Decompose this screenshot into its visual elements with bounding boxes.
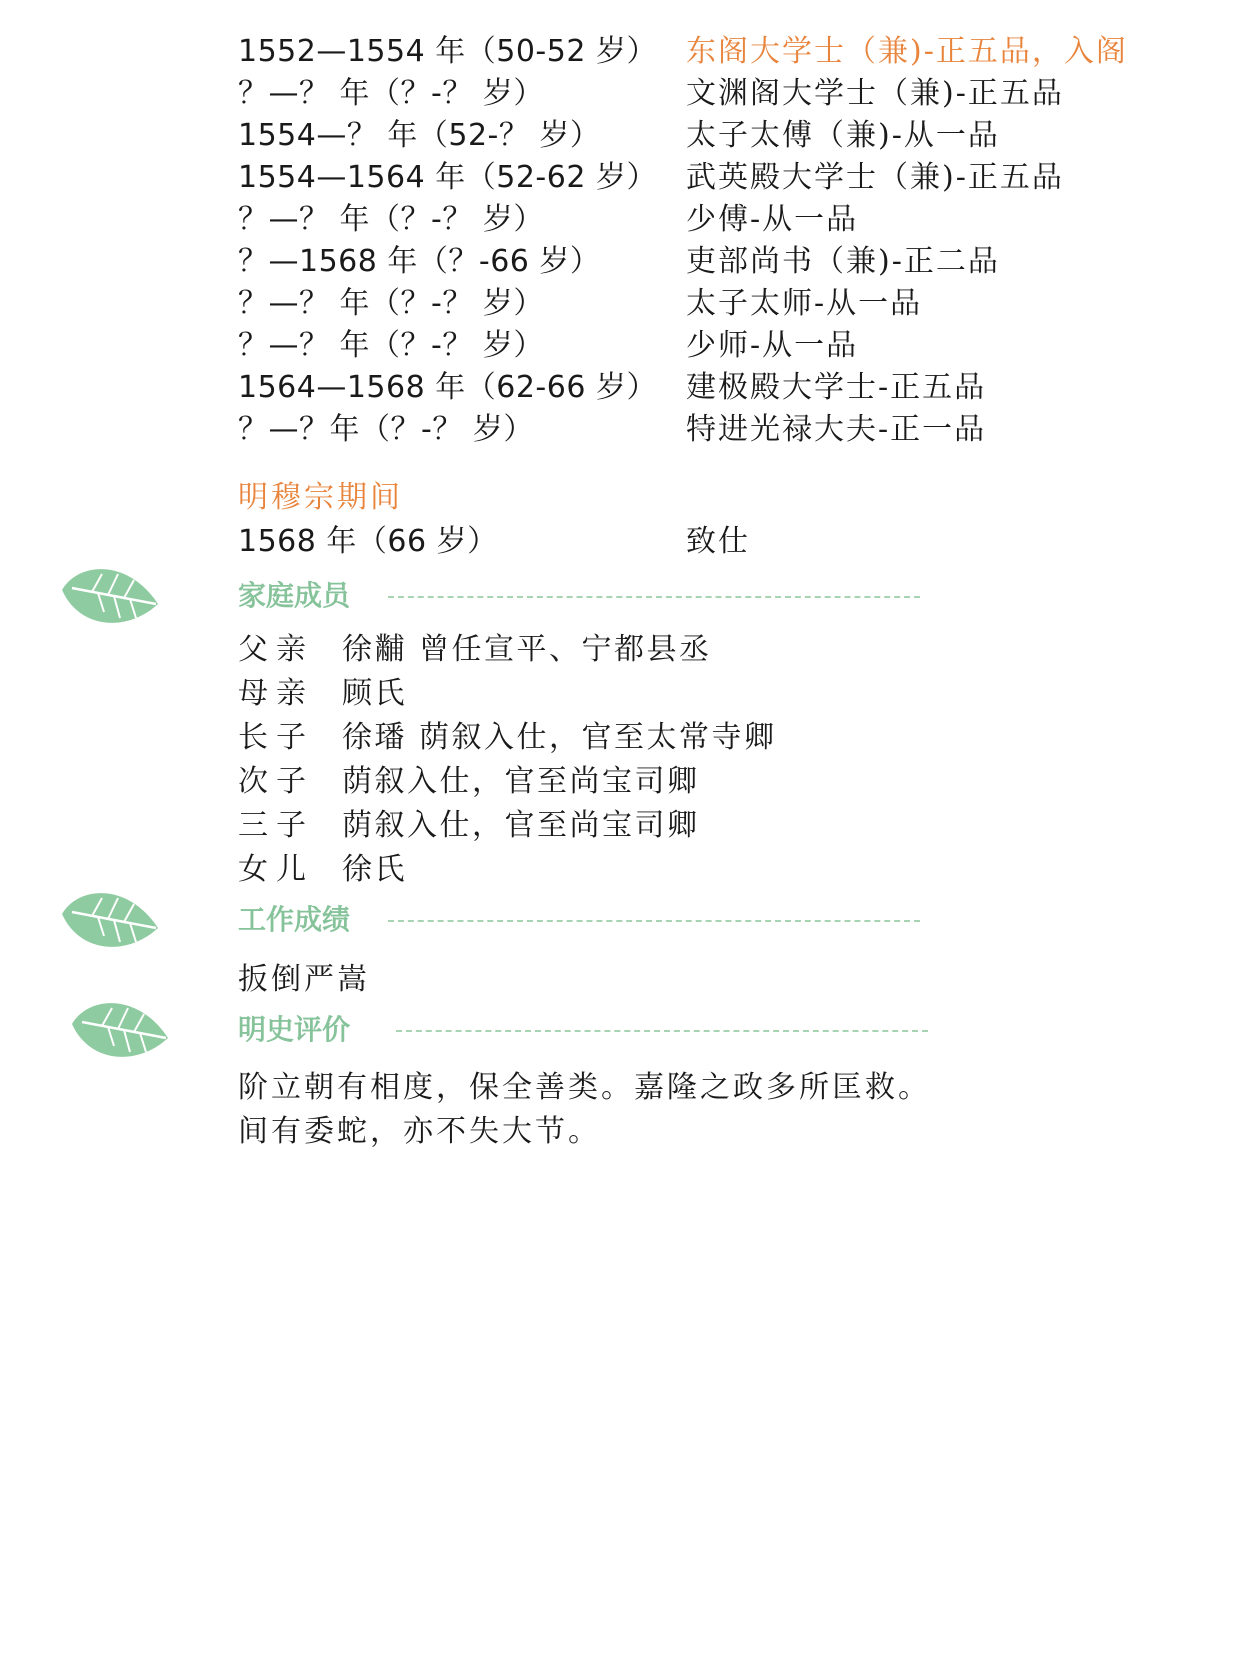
evaluation-line: 阶立朝有相度，保全善类。嘉隆之政多所匡救。 (238, 1070, 931, 1105)
retirement-period: 1568 年（66 岁） (238, 524, 498, 559)
career-title: 少师-从一品 (686, 328, 859, 363)
career-period: ？—？年（？-？ 岁） (238, 412, 534, 447)
section-heading-evaluation (238, 1010, 938, 1050)
dashed-divider (388, 596, 920, 598)
family-role: 三子 (238, 808, 314, 843)
leaf-icon (68, 994, 172, 1066)
family-role: 父亲 (238, 632, 314, 667)
family-role: 次子 (238, 764, 314, 799)
career-row (238, 72, 1158, 116)
section-title: 明史评价 (238, 1013, 351, 1046)
career-period: 1552—1554 年（50-52 岁） (238, 34, 657, 69)
family-role: 母亲 (238, 676, 314, 711)
career-title: 建极殿大学士-正五品 (686, 370, 987, 405)
career-period: ？—？ 年（？-？ 岁） (238, 286, 544, 321)
career-period: ？—？ 年（？-？ 岁） (238, 202, 544, 237)
career-row (238, 114, 1158, 158)
leaf-icon (58, 560, 162, 632)
career-row (238, 324, 1158, 368)
career-title: 武英殿大学士（兼)-正五品 (686, 160, 1064, 195)
dashed-divider (388, 920, 920, 922)
career-row (238, 156, 1158, 200)
career-title: 太子太傅（兼)-从一品 (686, 118, 1000, 153)
family-desc: 徐璠 荫叙入仕，官至太常寺卿 (342, 720, 777, 755)
career-title: 东阁大学士（兼)-正五品，入阁 (686, 34, 1128, 69)
section-title: 家庭成员 (238, 579, 351, 612)
section-heading-family (238, 576, 938, 616)
retirement-row (238, 520, 1158, 564)
career-period: 1554—？ 年（52-？ 岁） (238, 118, 601, 153)
family-desc: 徐氏 (342, 852, 407, 887)
family-role: 长子 (238, 720, 314, 755)
career-period: 1564—1568 年（62-66 岁） (238, 370, 657, 405)
career-title: 太子太师-从一品 (686, 286, 923, 321)
section-title: 工作成绩 (238, 903, 351, 936)
family-desc: 顾氏 (342, 676, 407, 711)
career-row (238, 30, 1158, 74)
family-desc: 徐黼 曾任宣平、宁都县丞 (342, 632, 712, 667)
career-title: 吏部尚书（兼)-正二品 (686, 244, 1000, 279)
career-row (238, 198, 1158, 242)
career-title: 文渊阁大学士（兼)-正五品 (686, 76, 1064, 111)
career-row (238, 366, 1158, 410)
career-row (238, 282, 1158, 326)
career-row (238, 240, 1158, 284)
dashed-divider (396, 1030, 928, 1032)
family-desc: 荫叙入仕，官至尚宝司卿 (342, 808, 700, 843)
career-period: 1554—1564 年（52-62 岁） (238, 160, 657, 195)
career-period: ？—？ 年（？-？ 岁） (238, 328, 544, 363)
career-title: 特进光禄大夫-正一品 (686, 412, 987, 447)
career-period: ？—？ 年（？-？ 岁） (238, 76, 544, 111)
section-heading-achievements (238, 900, 938, 940)
era-heading: 明穆宗期间 (238, 480, 403, 515)
retirement-title: 致仕 (686, 524, 750, 559)
career-period: ？—1568 年（？-66 岁） (238, 244, 601, 279)
family-desc: 荫叙入仕，官至尚宝司卿 (342, 764, 700, 799)
evaluation-line: 间有委蛇，亦不失大节。 (238, 1114, 601, 1149)
career-row (238, 408, 1158, 452)
leaf-icon (58, 884, 162, 956)
career-title: 少傅-从一品 (686, 202, 859, 237)
family-role: 女儿 (238, 852, 314, 887)
achievement-text: 扳倒严嵩 (238, 962, 370, 997)
